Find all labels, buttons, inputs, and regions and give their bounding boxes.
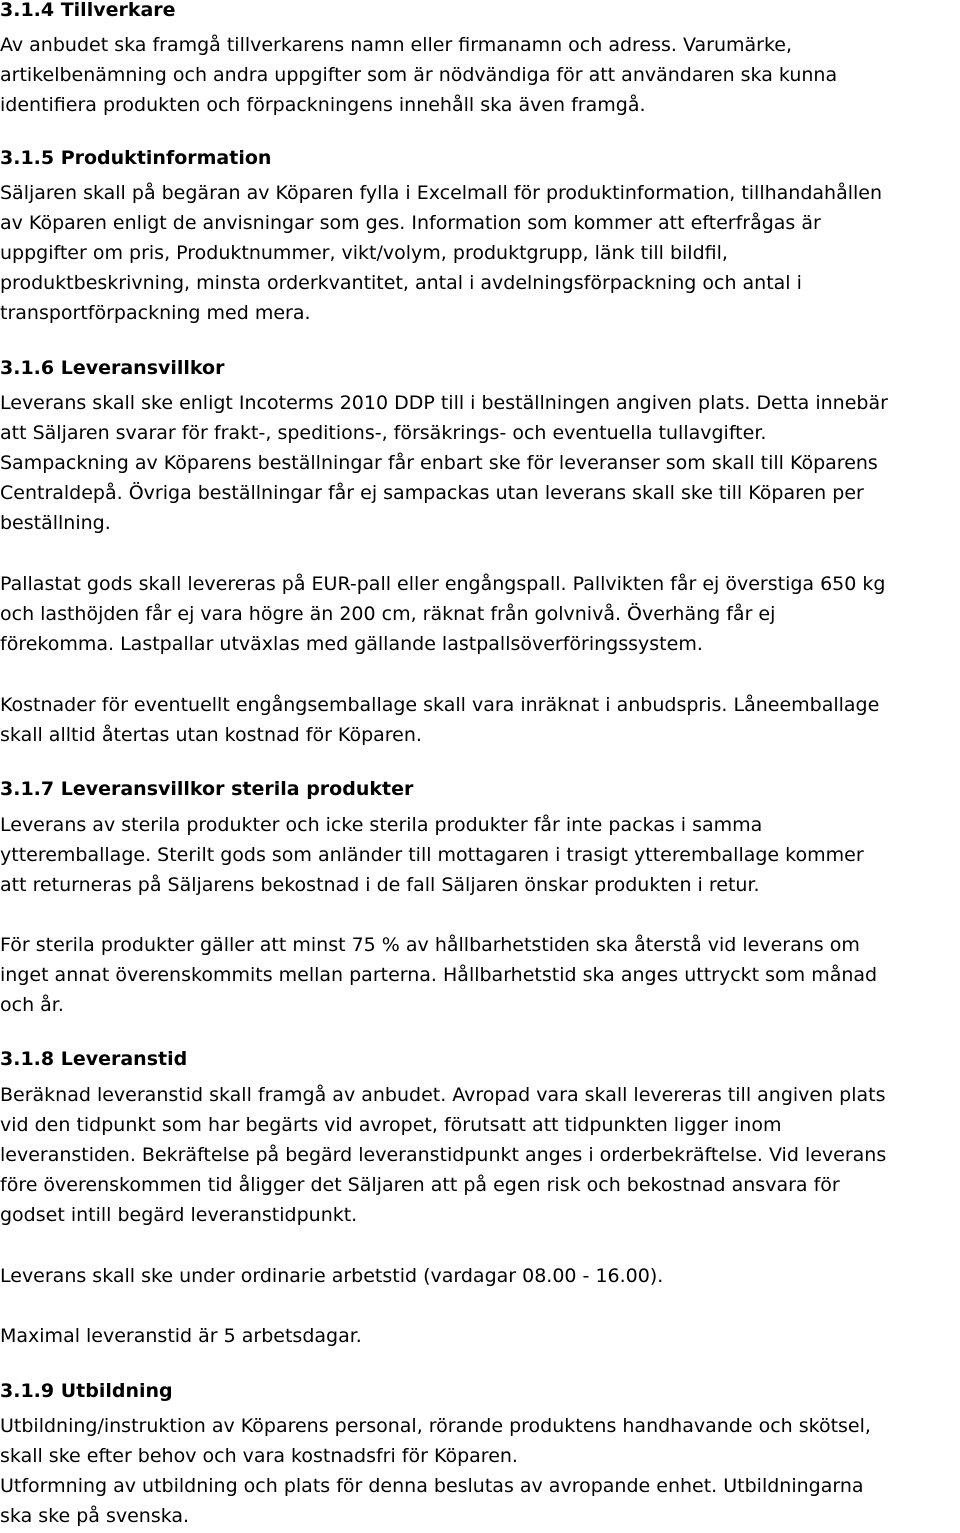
text-line: godset intill begärd leveranstidpunkt. xyxy=(0,1204,358,1226)
text-line: Centraldepå. Övriga beställningar får ej sampackas utan leverans skall ske till Köparen per xyxy=(0,482,864,504)
text-line: Säljaren skall på begäran av Köparen fylla i Excelmall för produktinformation, tillhandahållen xyxy=(0,182,883,204)
text-line: Leverans skall ske enligt Incoterms 2010 DDP till i beställningen angiven plats. Detta innebär xyxy=(0,392,888,414)
section-heading: 3.1.6 Leveransvillkor xyxy=(0,357,225,379)
text-line: ska ske på svenska. xyxy=(0,1505,190,1527)
text-line: Sampackning av Köparens beställningar får enbart ske för leveranser som skall till Köparens xyxy=(0,452,878,474)
text-line: vid den tidpunkt som har begärts vid avropet, förutsatt att tidpunkten ligger inom xyxy=(0,1114,782,1136)
text-line: uppgifter om pris, Produktnummer, vikt/volym, produktgrupp, länk till bildfil, xyxy=(0,242,728,264)
text-line: beställning. xyxy=(0,512,111,534)
text-line: före överenskommen tid åligger det Säljaren att på egen risk och bekostnad ansvara för xyxy=(0,1174,840,1196)
text-line: att returneras på Säljarens bekostnad i de fall Säljaren önskar produkten i retur. xyxy=(0,874,760,896)
section-heading: 3.1.7 Leveransvillkor sterila produkter xyxy=(0,778,414,800)
text-line: inget annat överenskommits mellan parterna. Hållbarhetstid ska anges uttryckt som månad xyxy=(0,964,878,986)
text-line: identifiera produkten och förpackningens innehåll ska även framgå. xyxy=(0,94,646,116)
text-line: Utbildning/instruktion av Köparens personal, rörande produktens handhavande och skötsel, xyxy=(0,1415,871,1437)
text-line: och år. xyxy=(0,994,64,1016)
section-heading: 3.1.5 Produktinformation xyxy=(0,147,272,169)
text-line: Av anbudet ska framgå tillverkarens namn eller firmanamn och adress. Varumärke, xyxy=(0,34,793,56)
text-line: skall ske efter behov och vara kostnadsfri för Köparen. xyxy=(0,1445,518,1467)
text-line: att Säljaren svarar för frakt-, speditions-, försäkrings- och eventuella tullavgifter. xyxy=(0,422,767,444)
text-line: Utformning av utbildning och plats för denna beslutas av avropande enhet. Utbildningarna xyxy=(0,1475,864,1497)
text-line: Maximal leveranstid är 5 arbetsdagar. xyxy=(0,1325,362,1347)
text-line: För sterila produkter gäller att minst 75 % av hållbarhetstiden ska återstå vid leverans om xyxy=(0,934,860,956)
text-line: produktbeskrivning, minsta orderkvantitet, antal i avdelningsförpackning och antal i xyxy=(0,272,802,294)
section-heading: 3.1.4 Tillverkare xyxy=(0,0,176,21)
text-line: ytteremballage. Sterilt gods som anländer till mottagaren i trasigt ytteremballage kommer xyxy=(0,844,864,866)
text-line: leveranstiden. Bekräftelse på begärd leveranstidpunkt anges i orderbekräftelse. Vid leverans xyxy=(0,1144,887,1166)
section-heading: 3.1.8 Leveranstid xyxy=(0,1048,188,1070)
text-line: Beräknad leveranstid skall framgå av anbudet. Avropad vara skall levereras till angiven plats xyxy=(0,1084,886,1106)
text-line: artikelbenämning och andra uppgifter som är nödvändiga för att användaren ska kunna xyxy=(0,64,838,86)
text-line: av Köparen enligt de anvisningar som ges. Information som kommer att efterfrågas är xyxy=(0,212,821,234)
text-line: skall alltid återtas utan kostnad för Köparen. xyxy=(0,724,422,746)
text-line: Kostnader för eventuellt engångsemballage skall vara inräknat i anbudspris. Låneemballage xyxy=(0,694,880,716)
text-line: Pallastat gods skall levereras på EUR-pall eller engångspall. Pallvikten får ej överstiga 650 kg xyxy=(0,573,886,595)
text-line: Leverans skall ske under ordinarie arbetstid (vardagar 08.00 - 16.00). xyxy=(0,1265,664,1287)
text-line: och lasthöjden får ej vara högre än 200 cm, räknat från golvnivå. Överhäng får ej xyxy=(0,603,776,625)
text-line: förekomma. Lastpallar utväxlas med gällande lastpallsöverföringssystem. xyxy=(0,633,703,655)
text-line: Leverans av sterila produkter och icke sterila produkter får inte packas i samma xyxy=(0,814,763,836)
section-heading: 3.1.9 Utbildning xyxy=(0,1380,173,1402)
text-line: transportförpackning med mera. xyxy=(0,302,311,324)
